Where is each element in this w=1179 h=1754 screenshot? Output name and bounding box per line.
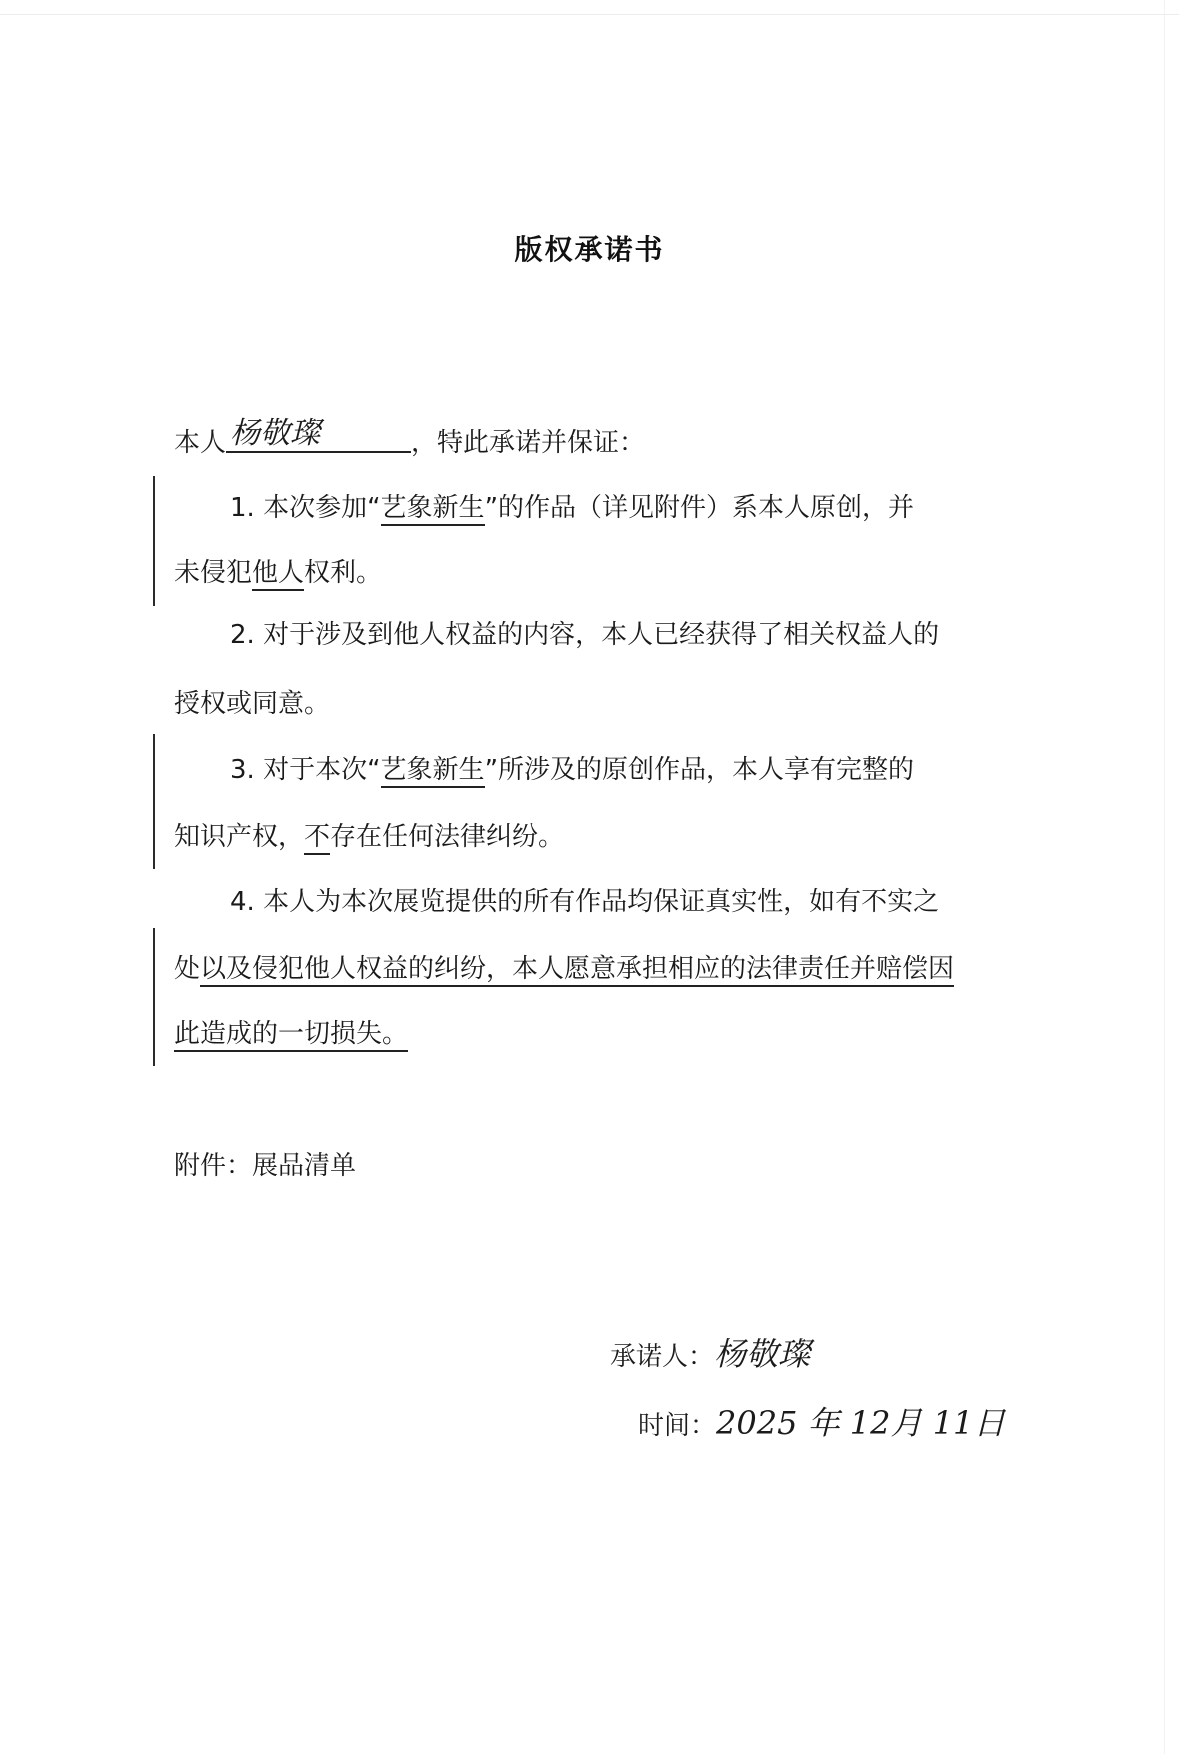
item-text: 3. 对于本次“: [230, 755, 381, 785]
scan-edge: [0, 14, 1179, 15]
item-2-line-1: [230, 617, 939, 653]
item-4-line-2: [174, 951, 954, 987]
item-text: 1. 本次参加“: [230, 493, 381, 523]
attachment-line: 附件：展品清单: [174, 1151, 357, 1181]
signature-line: [610, 1336, 810, 1375]
margin-mark: [153, 928, 155, 1066]
date-line: [638, 1405, 1005, 1444]
item-3-line-1: [230, 752, 914, 788]
handwritten-name: 杨敬璨: [230, 416, 321, 451]
date-label: 时间：: [638, 1411, 717, 1441]
item-text: 处: [174, 954, 201, 984]
item-text: ”的作品（详见附件）系本人原创，并: [484, 493, 915, 523]
handwritten-signature: 杨敬璨: [714, 1335, 811, 1373]
underlined-text: 他人: [252, 558, 304, 591]
margin-mark: [153, 734, 155, 869]
item-1-line-1: [230, 490, 914, 526]
item-3-line-2: [174, 819, 564, 855]
intro-prefix: 本人: [174, 428, 227, 458]
item-text: 知识产权，: [174, 822, 305, 852]
item-4-line-3: [174, 1016, 408, 1052]
signature-label: 承诺人：: [610, 1342, 715, 1372]
item-4-line-1: [230, 884, 939, 920]
underlined-text: 以及侵犯他人权益的纠纷，本人愿意承担相应的法律责任并赔偿因: [200, 954, 954, 987]
underlined-text: 不: [304, 822, 330, 855]
handwritten-date: 2025 年 12月 11日: [716, 1404, 1006, 1442]
item-text: 授权或同意。: [174, 689, 331, 719]
name-blank: [226, 416, 411, 453]
document-title: 版权承诺书: [514, 233, 665, 266]
underlined-text: 艺象新生: [381, 493, 485, 526]
underlined-text: 艺象新生: [381, 755, 485, 788]
item-2-line-2: [174, 686, 330, 722]
item-text: 存在任何法律纠纷。: [330, 822, 565, 852]
item-text: 4. 本人为本次展览提供的所有作品均保证真实性，如有不实之: [230, 887, 940, 917]
item-1-line-2: [174, 555, 382, 591]
margin-mark: [153, 476, 155, 606]
intro-line: [174, 416, 646, 461]
item-text: ”所涉及的原创作品，本人享有完整的: [484, 755, 915, 785]
item-text: 未侵犯: [174, 558, 253, 588]
item-text: 权利。: [304, 558, 383, 588]
intro-suffix: ，特此承诺并保证：: [411, 428, 646, 458]
item-text: 2. 对于涉及到他人权益的内容，本人已经获得了相关权益人的: [230, 620, 940, 650]
underlined-text: 此造成的一切损失。: [174, 1019, 408, 1052]
